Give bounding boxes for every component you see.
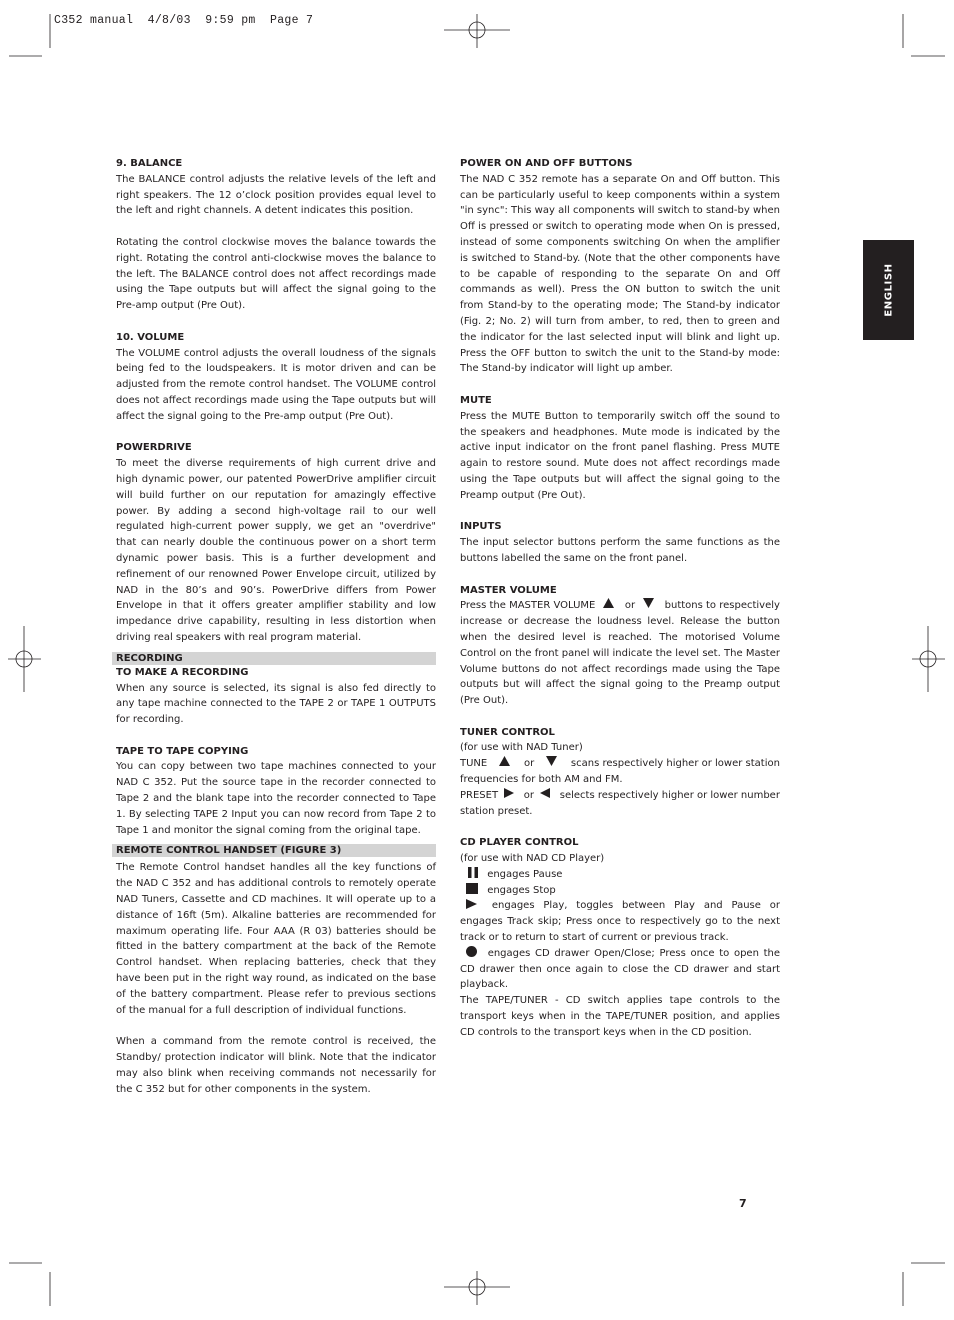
language-tab-label: ENGLISH [883,263,894,317]
cd-pause-text: engages Pause [487,868,563,880]
recording-section-bar: RECORDING [112,652,436,665]
cd-switch-text: The TAPE/TUNER - CD switch applies tape controls to the transport keys when in the TAPE/TUNER position, and applies CD controls to the transport keys when in the CD position. [460,995,780,1038]
cd-heading: CD PLAYER CONTROL [460,837,579,849]
preset-label: PRESET [460,789,499,801]
cd-stop-line [460,883,780,899]
master-volume-lead: Press the MASTER VOLUME [460,600,596,612]
triangle-down-icon [546,756,557,766]
tape-copy-text: You can copy between two tape machines connected to your NAD C 352. Put the source tape in the recorder connected to Tape 2 and the blank tape into the recorder connected to Tape 1. By selecting TAPE 2 Input you can now record from Tape 2 to Tape 1 and monitor the signal coming from the original tape. [116,761,436,836]
preset-rest: station preset. [460,805,533,817]
tuner-heading: TUNER CONTROL [460,726,555,738]
triangle-left-icon [540,788,550,798]
disc-icon [466,946,477,957]
tune-label: TUNE [460,758,488,770]
powerdrive-heading: POWERDRIVE [116,442,192,454]
make-recording-text: When any source is selected, its signal is also fed directly to any tape machine connected to the TAPE 2 or TAPE 1 OUTPUTS for recording. [116,682,436,726]
play-icon [466,899,477,909]
master-volume-tail: buttons to respectively [664,600,780,612]
cd-eject-text: engages CD drawer Open/Close; Press once to open the CD drawer then once again to close the CD drawer and start playback. [460,947,780,991]
left-column [116,156,436,1113]
preset-line [460,788,780,804]
print-slug: C352 manual 4/8/03 9:59 pm Page 7 [54,14,314,27]
pause-icon [468,867,478,878]
tune-rest: frequencies for both AM and FM. [460,774,623,786]
remote-text-2: When a command from the remote control is received, the Standby/ protection indicator will blink. Note that the indicator may also blink when receiving commands not necessarily for the C 352 but for other components in the system. [116,1036,436,1095]
inputs-text: The input selector buttons perform the same functions as the buttons labelled the same on the front panel. [460,537,780,564]
cd-stop-text: engages Stop [487,884,556,896]
volume-heading: 10. VOLUME [116,331,185,343]
powerdrive-text: To meet the diverse requirements of high current drive and high dynamic power, our patented PowerDrive amplifier circuit will build further on our reputation for amazingly effective power. By adding a second high-voltage rail to our well regulated high-current power supply, we get an "overdrive" that can nearly double the continuous power on a short term dynamic power basis. This is a further development and refinement of our renowned Power Envelope circuit, utilized by NAD in the 80’s and 90’s. PowerDrive differs from Power Envelope in that it offers greater amplifier stability and low impedance drive capability, resulting in less distortion when driving real speakers with real program material. [116,458,436,643]
tuner-note: (for use with NAD Tuner) [460,742,583,754]
language-tab [863,240,914,340]
stop-icon [466,883,478,894]
cd-pause-line [460,867,780,883]
triangle-right-icon [504,788,514,798]
volume-text: The VOLUME control adjusts the overall loudness of the signals being fed to the loudspeakers. It is motor driven and can be adjusted from the remote control handset. The VOLUME control does not affect recordings made using the Tape outputs but will affect the signal going to the Pre-amp output (Pre Out). [116,347,436,422]
tune-text: scans respectively higher or lower station [570,758,780,770]
cd-play-line [460,898,780,945]
tape-copy-heading: TAPE TO TAPE COPYING [116,745,249,757]
right-column [460,156,780,1041]
page-number: 7 [739,1197,747,1210]
mute-text: Press the MUTE Button to temporarily switch off the sound to the speakers and headphones. Mute mode is indicated by the active input indicator on the front panel flashing. Press MUTE again to restore sound. Mute does not affect recordings made using the Tape outputs but will affect the signal going to the Preamp output (Pre Out). [460,410,780,501]
triangle-down-icon [643,598,654,608]
master-volume-line [460,598,780,614]
preset-or: or [523,789,535,801]
triangle-up-icon [499,756,510,766]
master-volume-heading: MASTER VOLUME [460,584,557,596]
power-heading: POWER ON AND OFF BUTTONS [460,158,633,169]
inputs-heading: INPUTS [460,521,502,533]
tune-line [460,756,780,772]
cd-note: (for use with NAD CD Player) [460,853,605,865]
tune-or: or [523,758,535,770]
cd-eject-line [460,946,780,993]
master-volume-text: increase or decrease the loudness level. Release the button when the desired level is reached. The motorised Volume Control on the front panel will indicate the level set. The Master Volume buttons do not affect recordings made using the Tape outputs but will affect the signal going to the Preamp output (Pre Out). [460,616,780,707]
balance-text-1: The BALANCE control adjusts the relative levels of the left and right speakers. The 12 o’clock position provides equal level to the left and right channels. A detent indicates this position. [116,173,436,217]
triangle-up-icon [603,598,614,608]
cd-play-text: engages Play, toggles between Play and Pause or engages Track skip; Press once to respectively go to the next track or to return to start of current or previous track. [460,900,780,944]
make-recording-heading: TO MAKE A RECORDING [116,666,249,678]
balance-text-2: Rotating the control clockwise moves the balance towards the right. Rotating the control anti-clockwise moves the balance to the left. The BALANCE control does not affect recordings made using the Tape outputs but will affect the signal going to the Pre-amp output (Pre Out). [116,236,436,312]
master-volume-or: or [624,600,636,612]
power-text: The NAD C 352 remote has a separate On and Off button. This can be particularly useful to keep components within a system "in sync": This way all components will switch to stand-by when Off is pressed or switch to operating mode when On is pressed, instead of some components switching On when the amplifier is switched to Stand-by. (Note that the other components have to be capable of responding to the separate On and Off commands as well). Press the ON button to switch the unit from Stand-by to the operating mode; The Stand-by indicator (Fig. 2; No. 2) will turn from amber, to red, then to green and the indicator for the last selected input will blink and light up. Press the OFF button to switch the unit to the Stand-by mode: The Stand-by indicator will light up amber. [460,173,780,375]
remote-text-1: The Remote Control handset handles all the key functions of the NAD C 352 and has additional controls to remotely operate NAD Tuners, Cassette and CD machines. It will operate up to a distance of 16ft (5m). Alkaline batteries are recommended for maximum operating life. Four AAA (R 03) batteries should be fitted in the battery compartment at the back of the Remote Control handset. When replacing batteries, check that they have been put in the right way round, as indicated on the base of the battery compartment. Please refer to previous sections of the manual for a full description of individual functions. [116,862,436,1016]
remote-section-bar: REMOTE CONTROL HANDSET (FIGURE 3) [112,844,436,857]
mute-heading: MUTE [460,394,492,406]
balance-heading: 9. BALANCE [116,158,183,169]
preset-text: selects respectively higher or lower number [559,789,780,801]
